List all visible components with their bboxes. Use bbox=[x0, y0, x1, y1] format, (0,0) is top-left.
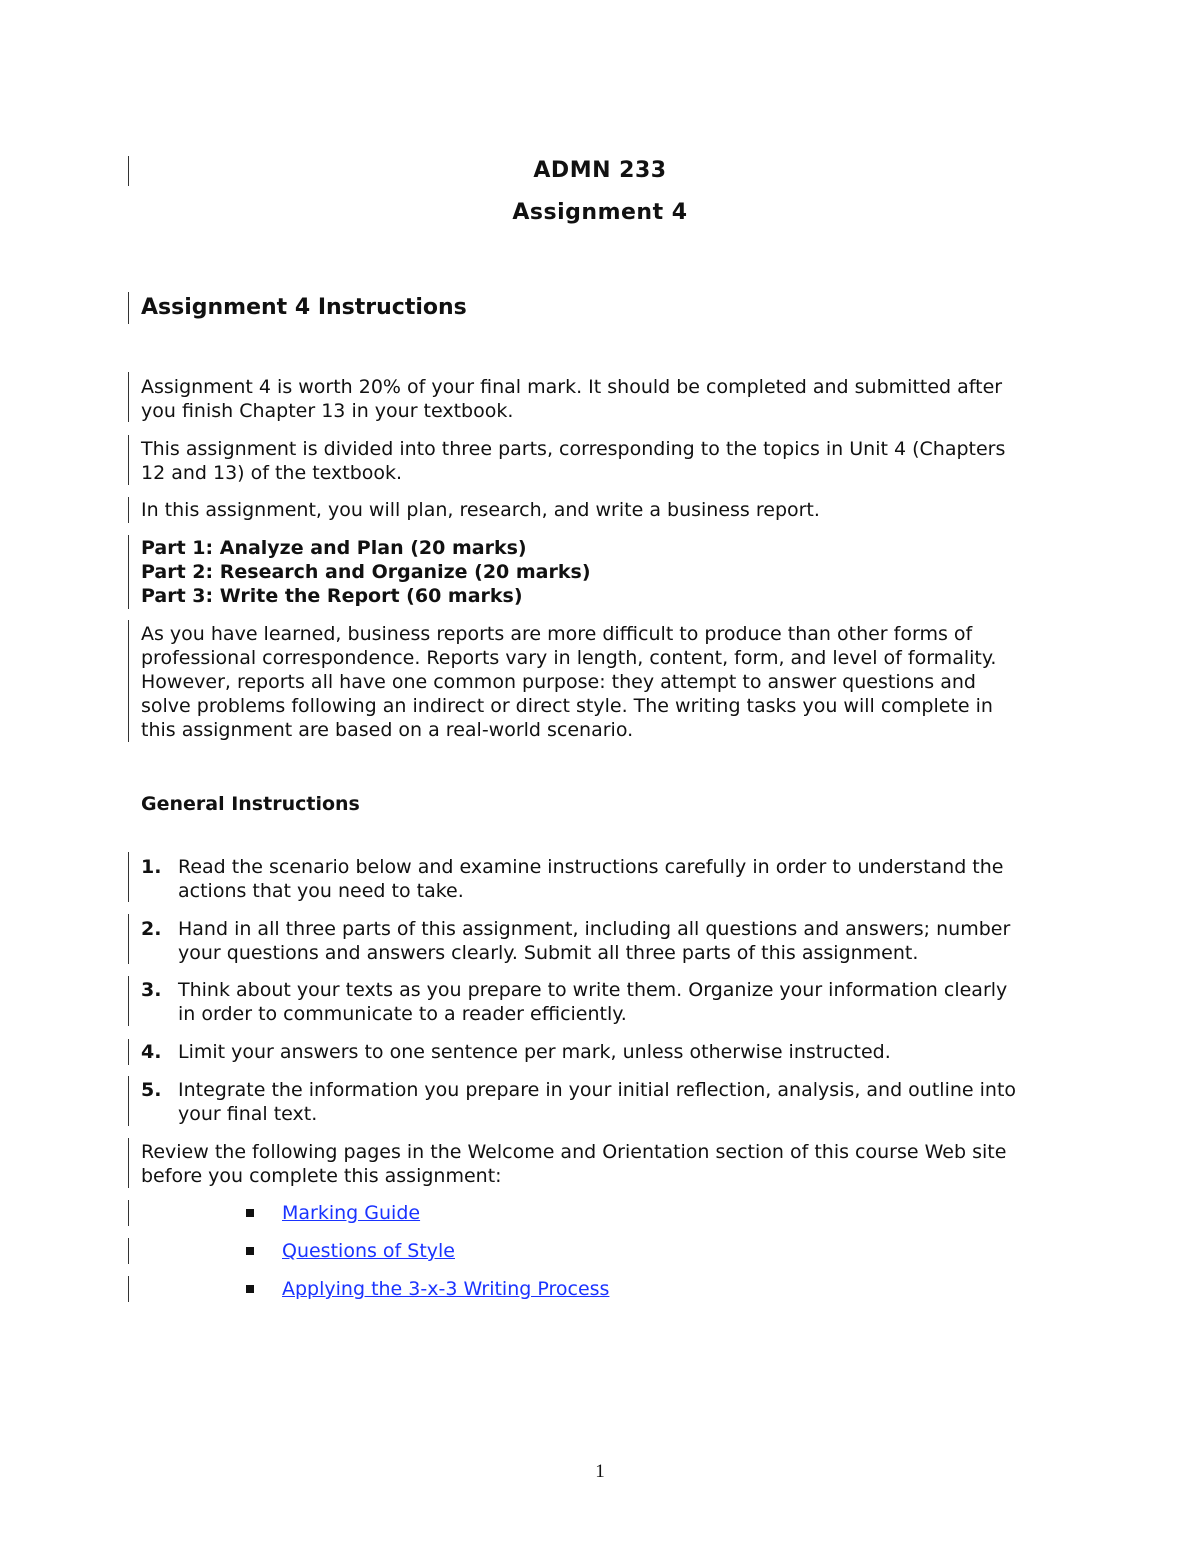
change-bar bbox=[128, 976, 129, 1026]
paragraph-line: this assignment are based on a real-world scenario. bbox=[141, 719, 634, 741]
instruction-number: 2. bbox=[141, 918, 162, 940]
assignment-title: Assignment 4 bbox=[512, 200, 688, 225]
instruction-text bbox=[178, 917, 1010, 965]
instruction-number: 3. bbox=[141, 979, 162, 1001]
instruction-line: Read the scenario below and examine instructions carefully in order to understand the bbox=[178, 856, 1004, 878]
change-bar bbox=[128, 435, 129, 485]
change-bar bbox=[128, 372, 129, 422]
change-bar bbox=[128, 1276, 129, 1302]
change-bar bbox=[128, 1039, 129, 1065]
change-bar bbox=[128, 1238, 129, 1264]
change-bar bbox=[128, 535, 129, 609]
general-instructions-heading: General Instructions bbox=[141, 793, 360, 815]
instruction-text bbox=[178, 855, 1003, 903]
paragraph-line: professional correspondence. Reports vary in length, content, form, and level of formality. bbox=[141, 647, 997, 669]
overview-paragraph bbox=[141, 622, 1071, 742]
instruction-line: Integrate the information you prepare in your initial reflection, analysis, and outline into bbox=[178, 1079, 1017, 1101]
intro-paragraph-2 bbox=[141, 437, 1071, 485]
change-bar bbox=[128, 497, 129, 523]
instruction-number: 1. bbox=[141, 856, 162, 878]
bullet-icon bbox=[246, 1247, 254, 1255]
change-bar bbox=[128, 914, 129, 964]
review-paragraph bbox=[141, 1140, 1071, 1188]
page-number: 1 bbox=[595, 1461, 605, 1482]
part-item: Part 3: Write the Report (60 marks) bbox=[141, 585, 523, 607]
instruction-line: Limit your answers to one sentence per mark, unless otherwise instructed. bbox=[178, 1041, 891, 1063]
paragraph-line: In this assignment, you will plan, research, and write a business report. bbox=[141, 499, 820, 521]
bullet-icon bbox=[246, 1209, 254, 1217]
change-bar bbox=[128, 1200, 129, 1226]
change-bar bbox=[128, 292, 129, 324]
paragraph-line: you finish Chapter 13 in your textbook. bbox=[141, 400, 514, 422]
link-writing-process[interactable]: Applying the 3-x-3 Writing Process bbox=[282, 1278, 610, 1300]
paragraph-line: This assignment is divided into three parts, corresponding to the topics in Unit 4 (Chapters bbox=[141, 438, 1006, 460]
instruction-number: 5. bbox=[141, 1079, 162, 1101]
instruction-line: in order to communicate to a reader efficiently. bbox=[178, 1003, 627, 1025]
instruction-line: your final text. bbox=[178, 1103, 318, 1125]
course-code-title: ADMN 233 bbox=[533, 158, 667, 183]
paragraph-line: 12 and 13) of the textbook. bbox=[141, 462, 403, 484]
part-item: Part 1: Analyze and Plan (20 marks) bbox=[141, 537, 527, 559]
paragraph-line: As you have learned, business reports are more difficult to produce than other forms of bbox=[141, 623, 973, 645]
instruction-line: your questions and answers clearly. Submit all three parts of this assignment. bbox=[178, 942, 919, 964]
intro-paragraph-3 bbox=[141, 498, 1071, 522]
link-questions-of-style[interactable]: Questions of Style bbox=[282, 1240, 455, 1262]
change-bar bbox=[128, 1076, 129, 1126]
instructions-heading: Assignment 4 Instructions bbox=[141, 295, 467, 320]
change-bar bbox=[128, 852, 129, 902]
parts-list bbox=[141, 536, 591, 608]
paragraph-line: solve problems following an indirect or direct style. The writing tasks you will complete in bbox=[141, 695, 993, 717]
change-bar bbox=[128, 1138, 129, 1188]
change-bar bbox=[128, 620, 129, 742]
instruction-text bbox=[178, 1040, 891, 1064]
instruction-line: actions that you need to take. bbox=[178, 880, 464, 902]
paragraph-line: Review the following pages in the Welcome and Orientation section of this course Web site bbox=[141, 1141, 1007, 1163]
link-marking-guide[interactable]: Marking Guide bbox=[282, 1202, 421, 1224]
bullet-icon bbox=[246, 1285, 254, 1293]
paragraph-line: However, reports all have one common purpose: they attempt to answer questions and bbox=[141, 671, 976, 693]
part-item: Part 2: Research and Organize (20 marks) bbox=[141, 561, 591, 583]
instruction-line: Hand in all three parts of this assignment, including all questions and answers; number bbox=[178, 918, 1011, 940]
instruction-line: Think about your texts as you prepare to write them. Organize your information clearly bbox=[178, 979, 1008, 1001]
intro-paragraph-1 bbox=[141, 375, 1071, 423]
instruction-number: 4. bbox=[141, 1041, 162, 1063]
instruction-text bbox=[178, 1078, 1016, 1126]
paragraph-line: before you complete this assignment: bbox=[141, 1165, 502, 1187]
paragraph-line: Assignment 4 is worth 20% of your final mark. It should be completed and submitted after bbox=[141, 376, 1003, 398]
instruction-text bbox=[178, 978, 1007, 1026]
